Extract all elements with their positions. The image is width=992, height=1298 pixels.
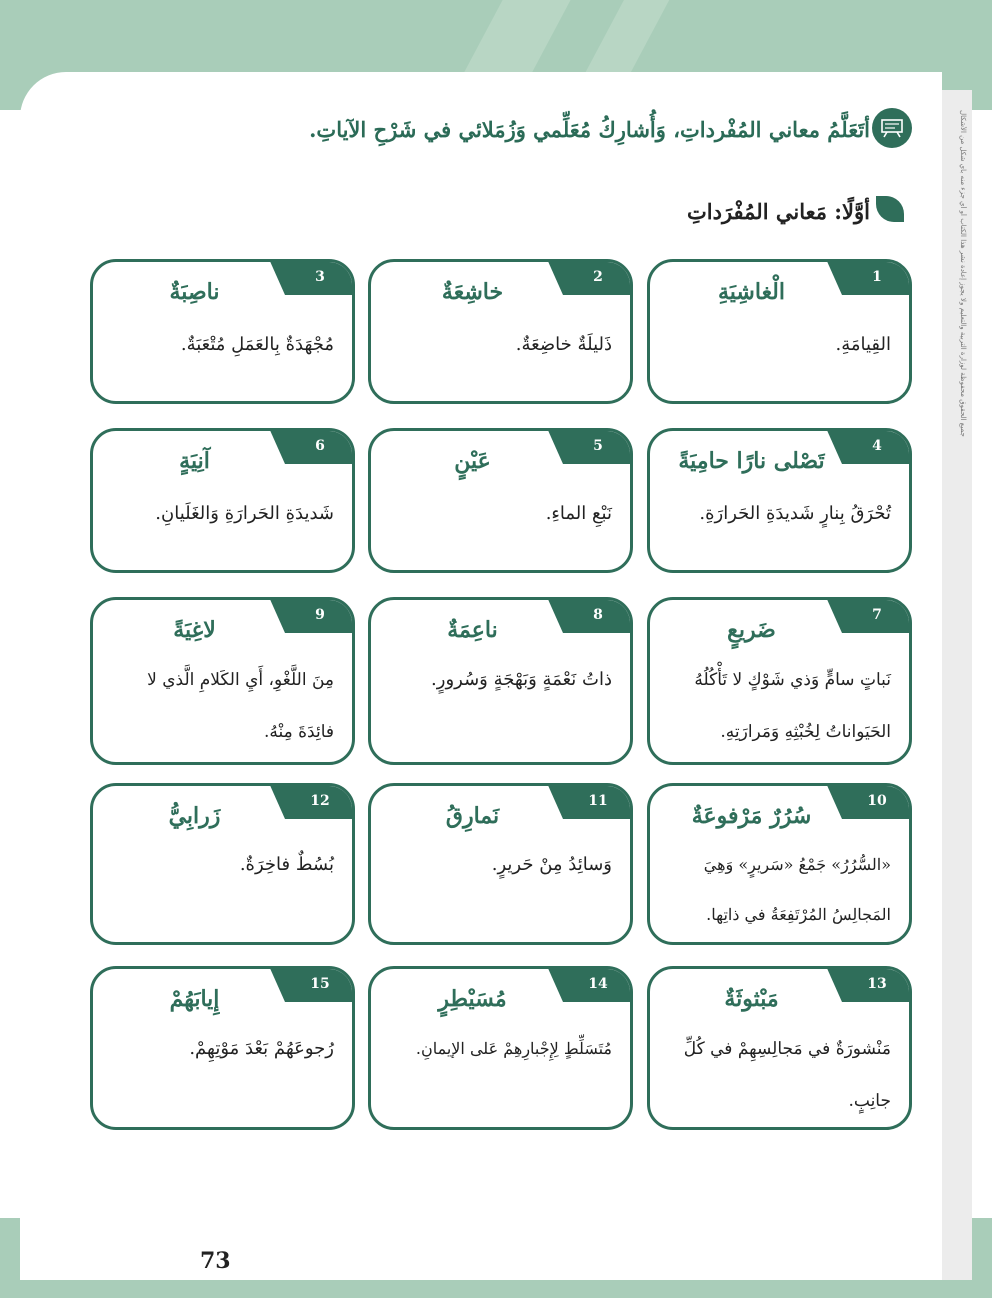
card-term: إِيابَهُمْ [169,986,220,1012]
instruction-text: أتَعَلَّمُ معاني المُفْرداتِ، وَأُشارِكُ مُعَلِّمي وَزُمَلائي في شَرْحِ الآياتِ. [309,117,870,142]
card-number: 10 [842,783,912,819]
vocab-card-11 [368,783,633,945]
card-meaning: مُتَسَلِّطٍ لِإِجْبارِهِمْ عَلى الإيمانِ. [415,1039,612,1058]
vocab-card-6 [90,428,355,573]
card-meaning: شَديدَةِ الحَرارَةِ وَالغَلَيانِ. [155,503,334,524]
card-term: الْغاشِيَةِ [718,279,785,305]
vocab-card-5 [368,428,633,573]
copyright-spine-note: جميع الحقوق محفوظة لوزارة التربية والتعليم ولا يجوز إعادة نشر هذا الكتاب أو أي جزء منه بأي شكل من الأشكال [959,110,967,437]
card-term: تَصْلى نارًا حامِيَةً [678,448,825,474]
card-number: 13 [842,966,912,1002]
vocab-card-2 [368,259,633,404]
page-number: 73 [200,1248,231,1274]
card-meaning: مِنَ اللَّغْوِ، أَيِ الكَلامِ الَّذي لا فائِدَةَ مِنْهُ. [147,670,334,742]
card-meaning: نَباتٍ سامٍّ وَذي شَوْكٍ لا تَأْكُلُهُ الحَيَواناتُ لِخُبْثِهِ وَمَرارَتِهِ. [694,670,891,742]
card-number: 7 [842,597,912,633]
card-number: 4 [842,428,912,464]
card-term: مُسَيْطِرٍ [438,986,507,1012]
card-meaning: ذَليلَةٌ خاضِعَةٌ. [515,334,612,355]
card-meaning: وَسائِدُ مِنْ حَريرٍ. [491,854,612,875]
vocab-card-14 [368,966,633,1130]
card-number: 6 [285,428,355,464]
vocab-card-12 [90,783,355,945]
card-term: ناصِبَةٌ [169,279,220,305]
card-term: لاغِيَةً [173,617,216,643]
vocab-card-13 [647,966,912,1130]
card-meaning: مَنْشورَةٌ في مَجالِسِهِمْ في كُلِّ جانِبٍ. [683,1039,891,1111]
page-spine [940,90,972,1280]
card-term: مَبْثوثَةٌ [724,986,779,1012]
card-meaning: مُجْهَدَةٌ بِالعَمَلِ مُتْعَبَةٌ. [180,334,334,355]
card-term: ضَريعٍ [727,617,776,643]
card-term: سُرُرٌ مَرْفوعَةٌ [691,803,812,829]
card-term: آنِيَةٍ [179,448,210,474]
card-term: خاشِعَةٌ [441,279,504,305]
card-term: زَرابِيُّ [168,803,221,829]
vocab-card-4 [647,428,912,573]
card-number: 12 [285,783,355,819]
card-meaning: تُحْرَقُ بِنارٍ شَديدَةِ الحَرارَةِ. [699,503,891,524]
vocab-card-8 [368,597,633,765]
vocab-card-15 [90,966,355,1130]
vocab-card-9 [90,597,355,765]
card-number: 8 [563,597,633,633]
card-number: 5 [563,428,633,464]
section-title: أوَّلًا: مَعاني المُفْرَداتِ [687,199,870,224]
card-meaning: ذاتُ نَعْمَةٍ وَبَهْجَةٍ وَسُرورٍ. [431,669,612,690]
card-number: 14 [563,966,633,1002]
card-number: 3 [285,259,355,295]
card-number: 11 [563,783,633,819]
card-number: 9 [285,597,355,633]
card-number: 2 [563,259,633,295]
card-term: نَمارِقُ [445,803,500,829]
vocab-card-3 [90,259,355,404]
card-meaning: نَبْعِ الماءِ. [545,503,612,524]
card-number: 15 [285,966,355,1002]
card-meaning: بُسُطٌ فاخِرَةٌ. [239,854,334,875]
card-meaning: رُجوعَهُمْ بَعْدَ مَوْتِهِمْ. [189,1038,334,1059]
card-number: 1 [842,259,912,295]
card-term: عَيْنٍ [454,448,491,474]
vocab-card-10 [647,783,912,945]
card-meaning: القِيامَةِ. [835,334,891,355]
board-icon [872,108,912,148]
vocab-card-7 [647,597,912,765]
card-meaning: «السُّرُرُ» جَمْعُ «سَريرٍ» وَهِيَ المَجالِسُ المُرْتَفِعَةُ في ذاتِها. [703,855,891,924]
vocab-card-1 [647,259,912,404]
card-term: ناعِمَةٌ [447,617,498,643]
